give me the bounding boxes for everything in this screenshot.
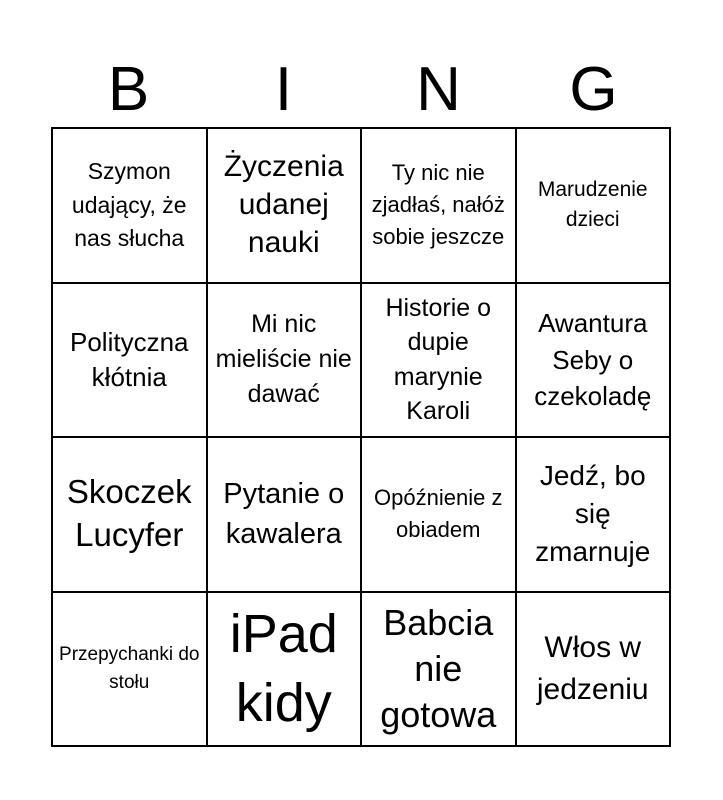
- bingo-cell[interactable]: [208, 593, 363, 748]
- bingo-cell[interactable]: [362, 284, 517, 439]
- bingo-cell-text: Opóźnienie z obiadem: [374, 485, 503, 543]
- bingo-cell-text: Marudzenie dzieci: [537, 177, 648, 232]
- bingo-cell[interactable]: [517, 129, 672, 284]
- bingo-cell[interactable]: [53, 593, 208, 748]
- bingo-cell-text: iPad kidy: [229, 603, 338, 733]
- header-letter-n: N: [416, 55, 461, 124]
- bingo-cell[interactable]: [362, 438, 517, 593]
- bingo-cell[interactable]: [53, 438, 208, 593]
- bingo-cell[interactable]: [362, 593, 517, 748]
- bingo-cell-text: Historie o dupie marynie Karoli: [385, 293, 492, 426]
- bingo-cell-text: Życzenia udanej nauki: [223, 150, 344, 260]
- bingo-header: [51, 52, 671, 128]
- bingo-cell[interactable]: [208, 284, 363, 439]
- bingo-cell-text: Pytanie o kawalera: [223, 477, 345, 551]
- bingo-cell[interactable]: [53, 129, 208, 284]
- bingo-cell-text: Włos w jedzeniu: [536, 631, 649, 706]
- bingo-cell-text: Polityczna kłótnia: [70, 326, 189, 392]
- bingo-grid: [51, 127, 671, 747]
- bingo-cell[interactable]: [208, 129, 363, 284]
- bingo-cell-text: Babcia nie gotowa: [380, 601, 497, 735]
- bingo-cell-text: Mi nic mieliście nie dawać: [215, 310, 352, 409]
- bingo-cell-text: Jedź, bo się zmarnuje: [535, 459, 651, 568]
- bingo-cell[interactable]: [362, 129, 517, 284]
- bingo-cell[interactable]: [517, 284, 672, 439]
- bingo-cell[interactable]: [517, 593, 672, 748]
- bingo-cell-text: Szymon udający, że nas słucha: [71, 158, 187, 251]
- bingo-cell-text: Awantura Seby o czekoladę: [534, 308, 652, 411]
- bingo-cell[interactable]: [53, 284, 208, 439]
- bingo-cell-text: Ty nic nie zjadłaś, nałóż sobie jeszcze: [371, 160, 505, 250]
- bingo-cell-text: Przepychanki do stołu: [59, 644, 200, 693]
- header-letter-g: G: [569, 55, 618, 124]
- bingo-cell-text: Skoczek Lucyfer: [66, 473, 192, 554]
- bingo-cell[interactable]: [517, 438, 672, 593]
- header-letter-b: B: [107, 55, 150, 124]
- header-letter-i: I: [274, 55, 293, 124]
- bingo-cell[interactable]: [208, 438, 363, 593]
